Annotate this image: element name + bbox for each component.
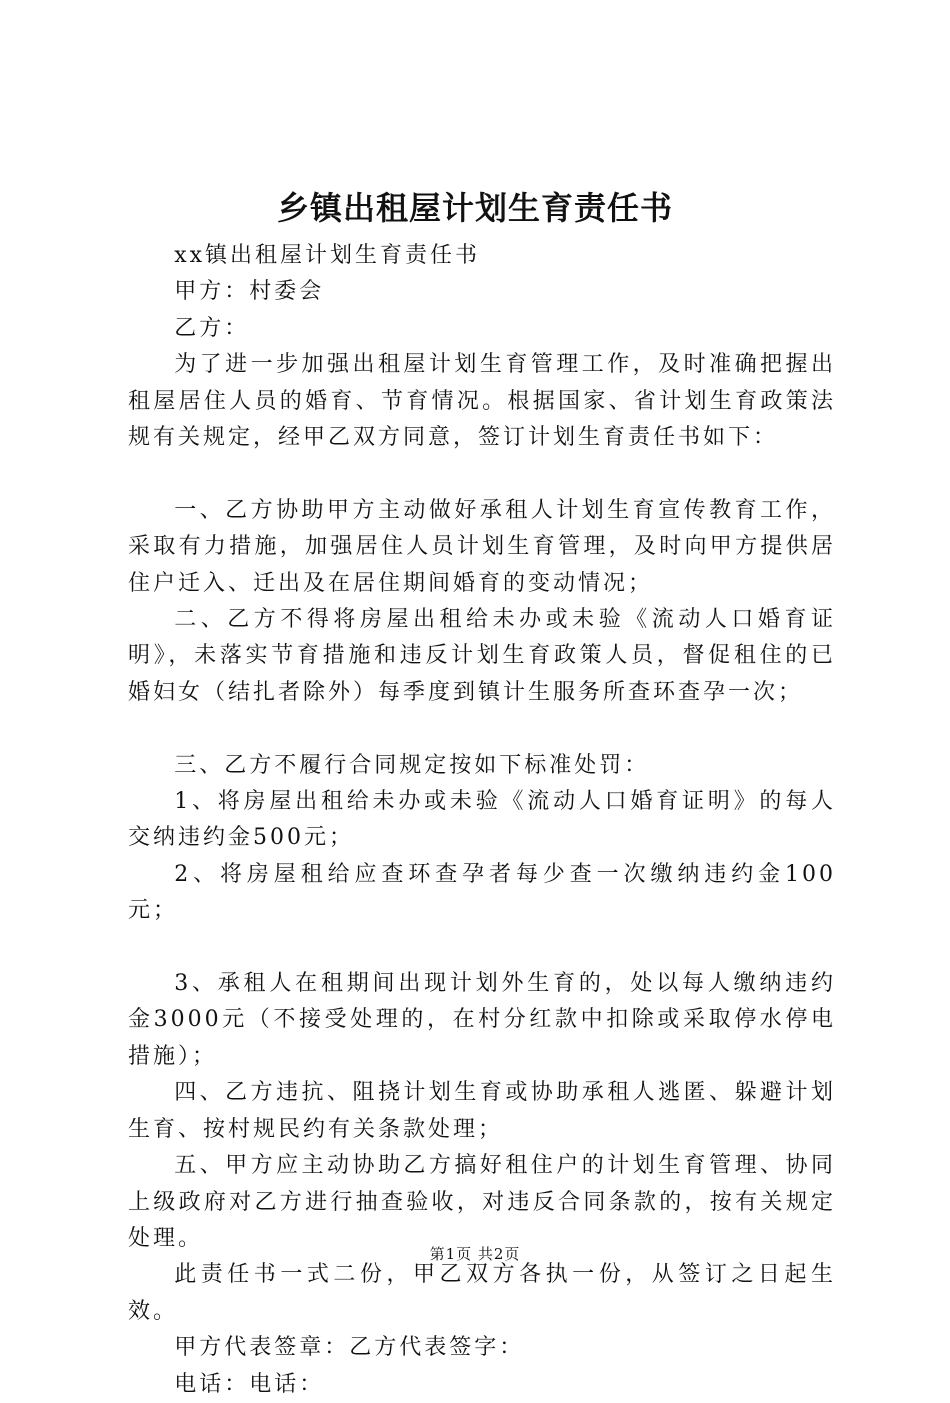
preamble-paragraph: 为了进一步加强出租屋计划生育管理工作，及时准确把握出租屋居住人员的婚育、节育情况。根据国家、省计划生育政策法规有关规定，经甲乙双方同意，签订计划生育责任书如下： xyxy=(128,352,836,451)
blank-line xyxy=(128,456,836,492)
page-number-footer: 第1页 共2页 xyxy=(429,1245,521,1263)
clause-1: 一、乙方协助甲方主动做好承租人计划生育宣传教育工作，采取有力措施，加强居住人员计划生育管理，及时向甲方提供居住户迁入、迁出及在居住期间婚育的变动情况； xyxy=(128,497,836,596)
penalty-item-1: 1、将房屋出租给未办或未验《流动人口婚育证明》的每人交纳违约金500元； xyxy=(128,789,836,851)
signature-line: 甲方代表签章：乙方代表签字： xyxy=(174,1335,525,1361)
blank-line xyxy=(128,930,836,966)
party-a-line: 甲方：村委会 xyxy=(174,279,325,305)
document-body xyxy=(128,238,836,1403)
party-b-line: 乙方： xyxy=(174,315,250,341)
blank-line xyxy=(128,711,836,747)
clause-2: 二、乙方不得将房屋出租给未办或未验《流动人口婚育证明》，未落实节育措施和违反计划生育政策人员，督促租住的已婚妇女（结扎者除外）每季度到镇计生服务所查环查孕一次； xyxy=(128,607,836,705)
clause-4: 四、乙方违抗、阻挠计划生育或协助承租人逃匿、躲避计划生育、按村规民约有关条款处理； xyxy=(128,1080,836,1142)
subtitle-line: xx镇出租屋计划生育责任书 xyxy=(174,243,481,268)
penalty-item-3: 3、承租人在租期间出现计划外生育的，处以每人缴纳违约金3000元（不接受处理的，在村分红款中扣除或采取停水停电措施）； xyxy=(128,971,836,1069)
clause-3: 三、乙方不履行合同规定按如下标准处罚： xyxy=(174,752,650,778)
clause-5: 五、甲方应主动协助乙方搞好租住户的计划生育管理、协同上级政府对乙方进行抽查验收，对违反合同条款的，按有关规定处理。 xyxy=(128,1153,836,1251)
penalty-item-2: 2、将房屋租给应查环查孕者每少查一次缴纳违约金100元； xyxy=(128,861,836,924)
phone-line: 电话：电话： xyxy=(174,1371,325,1397)
validity-paragraph: 此责任书一式二份，甲乙双方各执一份，从签订之日起生效。 xyxy=(128,1262,836,1324)
document-title: 乡镇出租屋计划生育责任书 xyxy=(276,189,673,227)
